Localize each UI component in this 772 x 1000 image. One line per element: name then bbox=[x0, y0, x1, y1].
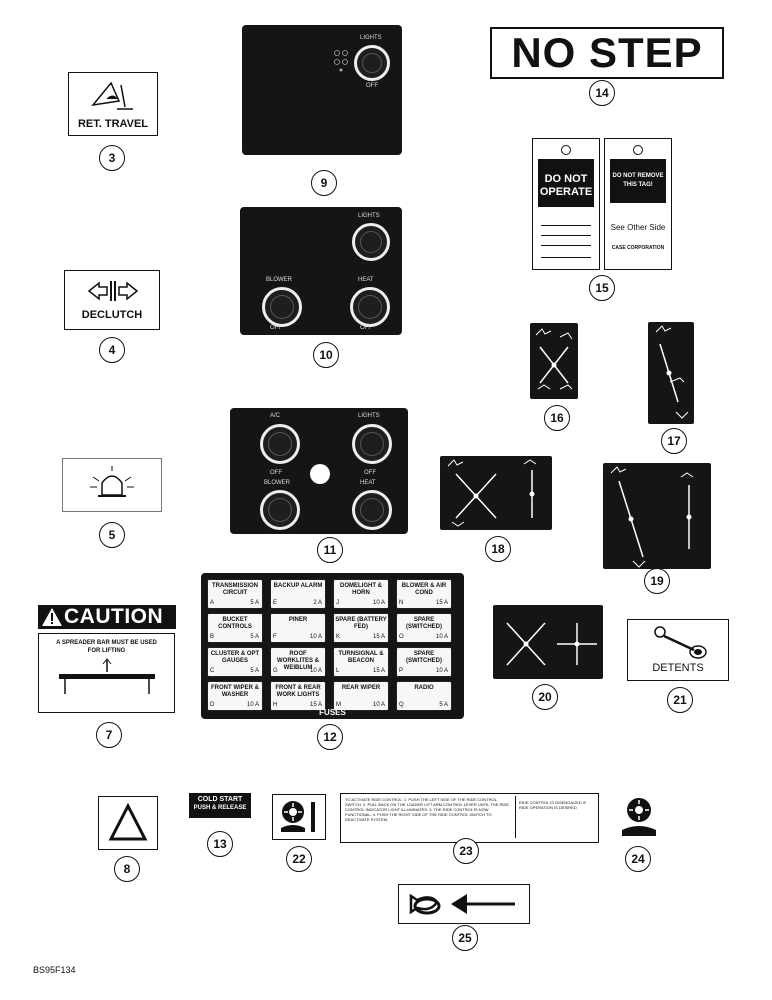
fuse-label: SPARE (BATTERY FED) bbox=[335, 617, 387, 630]
lights-knob-label: LIGHTS bbox=[360, 35, 382, 41]
fuse-label: TURNSIGNAL & BEACON bbox=[338, 651, 384, 664]
fuse-label: BLOWER & AIR COND bbox=[401, 583, 447, 596]
fuse-label: FRONT WIPER & WASHER bbox=[211, 685, 259, 698]
joystick-pattern-icon bbox=[530, 323, 578, 399]
callout-3: 3 bbox=[99, 145, 125, 171]
beacon-light-icon bbox=[87, 465, 137, 505]
declutch-icon bbox=[85, 277, 141, 305]
callout-20: 20 bbox=[532, 684, 558, 710]
blower-off-label: OFF bbox=[270, 325, 282, 331]
callout-25: 25 bbox=[452, 925, 478, 951]
fuse-code: G bbox=[273, 668, 278, 674]
callout-24: 24 bbox=[625, 846, 651, 872]
caution-text-1: A SPREADER BAR MUST BE USED bbox=[56, 640, 157, 646]
fuse-cell bbox=[270, 613, 326, 643]
fuse-cell bbox=[333, 681, 389, 711]
fuse-cell bbox=[396, 681, 452, 711]
fuse-code: E bbox=[273, 600, 278, 606]
lights-knob bbox=[354, 45, 390, 81]
lever-icon bbox=[654, 624, 714, 660]
lights-knob bbox=[352, 424, 392, 464]
lights-off-label: OFF bbox=[364, 470, 376, 476]
fuse-label: SPARE (SWITCHED) bbox=[406, 651, 442, 664]
callout-8: 8 bbox=[114, 856, 140, 882]
fuse-cell bbox=[396, 647, 452, 677]
caution-header bbox=[38, 605, 176, 629]
indicator-light bbox=[310, 464, 330, 484]
fuse-code: D bbox=[210, 702, 215, 708]
lights-off-label: OFF bbox=[366, 83, 378, 89]
decal-cold-start bbox=[189, 793, 251, 818]
decal-rotating-hazard-22 bbox=[272, 794, 326, 840]
fuse-amperage: 10 A bbox=[435, 634, 448, 640]
decal-joystick-pattern-18 bbox=[440, 456, 552, 530]
fuse-amperage: 5 A bbox=[439, 702, 448, 708]
fuse-label: TRANSMISSION CIRCUIT bbox=[211, 583, 258, 596]
fuse-code: J bbox=[336, 600, 339, 606]
callout-11: 11 bbox=[317, 537, 343, 563]
caution-text-2: FOR LIFTING bbox=[87, 648, 126, 654]
declutch-label: DECLUTCH bbox=[81, 309, 143, 321]
tag2-line4: CASE CORPORATION bbox=[611, 245, 665, 251]
fuse-amperage: 10 A bbox=[372, 600, 385, 606]
fuse-label: PINER bbox=[288, 617, 308, 623]
spreader-bar-icon bbox=[57, 658, 157, 698]
decal-rotating-hazard-24 bbox=[616, 794, 662, 838]
decal-joystick-pattern-20 bbox=[493, 605, 603, 679]
fuse-label: REAR WIPER bbox=[341, 685, 381, 691]
fuse-cell bbox=[270, 681, 326, 711]
cold-start-line1: COLD START bbox=[197, 796, 243, 803]
decal-four-knob-panel bbox=[230, 408, 408, 534]
decal-no-step bbox=[490, 27, 724, 79]
fuse-cell bbox=[207, 647, 263, 677]
cold-start-line2: PUSH & RELEASE bbox=[193, 805, 247, 811]
fuse-code: O bbox=[399, 634, 404, 640]
callout-19: 19 bbox=[644, 568, 670, 594]
joystick-pattern-icon bbox=[648, 322, 694, 424]
fuse-cell bbox=[207, 681, 263, 711]
fuse-cell bbox=[333, 579, 389, 609]
rotating-hazard-icon bbox=[616, 794, 662, 838]
heat-knob bbox=[352, 490, 392, 530]
figure-id: BS95F134 bbox=[33, 965, 76, 975]
ret-travel-label: RET. TRAVEL bbox=[77, 118, 149, 130]
decal-declutch bbox=[64, 270, 160, 330]
fuse-code: A bbox=[210, 600, 215, 606]
fuse-amperage: 15 A bbox=[309, 702, 322, 708]
decal-joystick-pattern-17 bbox=[648, 322, 694, 424]
fuse-cell bbox=[207, 613, 263, 643]
tag-do-not-remove bbox=[604, 138, 672, 270]
fuse-label: ROOF WORKLITES & WEIBLUM bbox=[277, 651, 319, 671]
decal-detents bbox=[627, 619, 729, 681]
callout-22: 22 bbox=[286, 846, 312, 872]
fuse-code: M bbox=[336, 702, 341, 708]
fuse-label: DOMELIGHT & HORN bbox=[340, 583, 382, 596]
fuse-label: BACKUP ALARM bbox=[273, 583, 323, 589]
callout-15: 15 bbox=[589, 275, 615, 301]
fuse-amperage: 10 A bbox=[309, 634, 322, 640]
decal-lights-panel bbox=[242, 25, 402, 155]
fuse-amperage: 5 A bbox=[250, 600, 259, 606]
detents-label: DETENTS bbox=[652, 662, 704, 674]
tag2-line3: See Other Side bbox=[610, 223, 666, 232]
fuse-cell bbox=[333, 613, 389, 643]
joystick-pattern-icon bbox=[493, 605, 603, 679]
fuse-code: H bbox=[273, 702, 278, 708]
callout-23: 23 bbox=[453, 838, 479, 864]
fuse-amperage: 15 A bbox=[372, 634, 385, 640]
callout-14: 14 bbox=[589, 80, 615, 106]
heat-knob bbox=[350, 287, 390, 327]
fuse-code: K bbox=[336, 634, 341, 640]
warning-triangle-icon bbox=[41, 607, 63, 627]
decal-joystick-pattern-16 bbox=[530, 323, 578, 399]
callout-17: 17 bbox=[661, 428, 687, 454]
rotating-hazard-icon bbox=[277, 798, 321, 836]
fuse-label: CLUSTER & OPT GAUGES bbox=[210, 651, 260, 664]
callout-16: 16 bbox=[544, 405, 570, 431]
decal-joystick-pattern-19 bbox=[603, 463, 711, 569]
decal-beacon bbox=[62, 458, 162, 512]
fuse-label: FRONT & REAR WORK LIGHTS bbox=[275, 685, 321, 698]
fuse-amperage: 10 A bbox=[309, 668, 322, 674]
decal-caution bbox=[38, 605, 176, 713]
fuse-code: P bbox=[399, 668, 404, 674]
blower-knob bbox=[262, 287, 302, 327]
tag1-line2: OPERATE bbox=[539, 186, 593, 198]
callout-5: 5 bbox=[99, 522, 125, 548]
tag-do-not-operate bbox=[532, 138, 600, 270]
fuses-footer: FUSES bbox=[319, 708, 346, 717]
fuse-label: BUCKET CONTROLS bbox=[218, 617, 252, 630]
fuse-amperage: 5 A bbox=[250, 634, 259, 640]
fuse-cell bbox=[270, 647, 326, 677]
fuse-amperage: 15 A bbox=[435, 600, 448, 606]
decal-horn bbox=[398, 884, 530, 924]
callout-4: 4 bbox=[99, 337, 125, 363]
fuse-amperage: 10 A bbox=[435, 668, 448, 674]
callout-21: 21 bbox=[667, 687, 693, 713]
fuse-cell bbox=[333, 647, 389, 677]
lights-knob bbox=[352, 223, 390, 261]
no-step-label: NO STEP bbox=[511, 29, 703, 76]
ac-knob bbox=[260, 424, 300, 464]
fuse-amperage: 10 A bbox=[372, 702, 385, 708]
fuse-amperage: 10 A bbox=[246, 702, 259, 708]
callout-13: 13 bbox=[207, 831, 233, 857]
fuse-code: N bbox=[399, 600, 404, 606]
tag2-line1: DO NOT REMOVE bbox=[612, 173, 664, 179]
tag2-line2: THIS TAG! bbox=[623, 182, 653, 188]
ride-control-side: RIDE CONTROL IS DISENGAGED IF RIDE OPERATION IS DESIRED bbox=[519, 800, 587, 810]
bucket-return-icon bbox=[85, 77, 141, 115]
fuse-code: C bbox=[210, 668, 215, 674]
decal-fuse-panel bbox=[201, 573, 464, 719]
lights-label: LIGHTS bbox=[358, 413, 380, 419]
ride-control-text: TO ACTIVATE RIDE CONTROL: 1. PUSH THE LEFT SIDE OF THE RIDE CONTROL SWITCH. 2. PULL BACK ON THE LOADER LIFT ARM CONTROL LEVER UNTIL THE RIDE CONTROL INDICATOR LIGHT ILLUMINATES. 3. THE RIDE CONTROL IS NOW FUNCTIONAL. 4. PUSH THE RIGHT SIDE OF THE RIDE CONTROL SWITCH TO DEACTIVATE SYSTEM. bbox=[345, 797, 510, 822]
fuse-amperage: 5 A bbox=[250, 668, 259, 674]
decal-ret-travel bbox=[68, 72, 158, 136]
blower-knob bbox=[260, 490, 300, 530]
fuse-amperage: 15 A bbox=[372, 668, 385, 674]
callout-7: 7 bbox=[96, 722, 122, 748]
ac-off-label: OFF bbox=[270, 470, 282, 476]
fuse-label: RADIO bbox=[414, 685, 434, 691]
heat-off-label: OFF bbox=[360, 325, 372, 331]
caution-title: CAUTION bbox=[64, 605, 164, 628]
fuse-code: B bbox=[210, 634, 215, 640]
horn-arrow-icon bbox=[407, 890, 521, 918]
callout-10: 10 bbox=[313, 342, 339, 368]
triangle-icon bbox=[108, 803, 148, 843]
decal-lights-blower-heat-panel bbox=[240, 207, 402, 335]
fuse-cell bbox=[207, 579, 263, 609]
tag1-line1: DO NOT bbox=[544, 173, 588, 185]
decal-triangle bbox=[98, 796, 158, 850]
decal-ride-control bbox=[340, 793, 599, 843]
callout-9: 9 bbox=[311, 170, 337, 196]
fuse-cell bbox=[396, 613, 452, 643]
blower-label: BLOWER bbox=[264, 480, 291, 486]
callout-12: 12 bbox=[317, 724, 343, 750]
lights-label: LIGHTS bbox=[358, 213, 380, 219]
callout-18: 18 bbox=[485, 536, 511, 562]
heat-label: HEAT bbox=[358, 277, 374, 283]
light-symbols-icon bbox=[332, 49, 352, 73]
fuse-code: Q bbox=[399, 702, 404, 708]
heat-label: HEAT bbox=[360, 480, 376, 486]
joystick-pattern-icon bbox=[603, 463, 711, 569]
fuse-amperage: 2 A bbox=[313, 600, 322, 606]
ac-label: A/C bbox=[270, 413, 281, 419]
fuse-cell bbox=[270, 579, 326, 609]
fuse-code: F bbox=[273, 634, 277, 640]
fuse-code: L bbox=[336, 668, 340, 674]
blower-label: BLOWER bbox=[266, 277, 293, 283]
fuse-label: SPARE (SWITCHED) bbox=[406, 617, 442, 630]
joystick-pattern-icon bbox=[440, 456, 552, 530]
fuse-cell bbox=[396, 579, 452, 609]
